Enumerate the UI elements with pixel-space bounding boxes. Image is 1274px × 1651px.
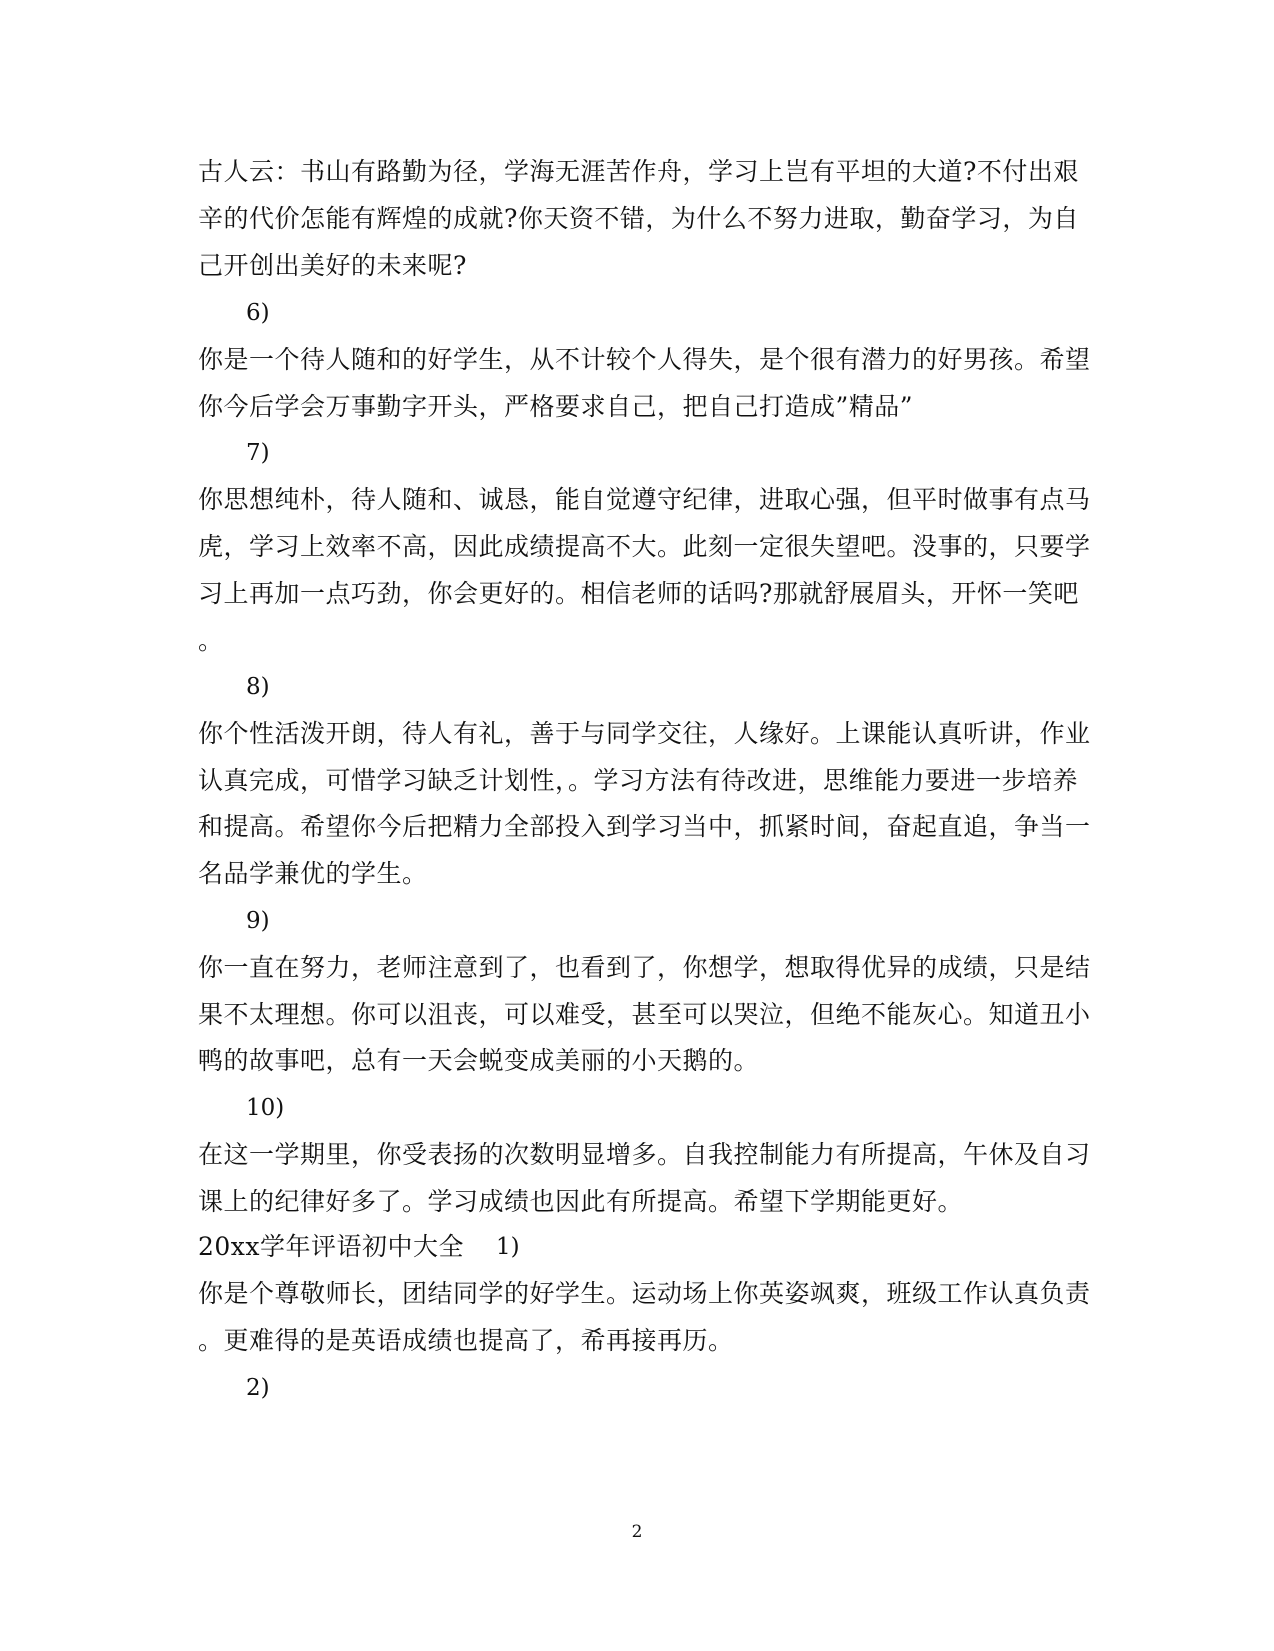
item-number: 8) bbox=[246, 674, 270, 700]
item-number: 2) bbox=[246, 1375, 270, 1401]
text-line: 和提高。希望你今后把精力全部投入到学习当中，抓紧时间，奋起直追，争当一 bbox=[198, 812, 1091, 841]
text-line: 名品学兼优的学生。 bbox=[198, 859, 428, 888]
item-number: 9) bbox=[246, 908, 270, 934]
item-number: 1) bbox=[496, 1234, 520, 1260]
item-number: 10) bbox=[246, 1095, 285, 1121]
text-line: 你是一个待人随和的好学生，从不计较个人得失，是个很有潜力的好男孩。希望 bbox=[198, 345, 1091, 374]
text-line: 你思想纯朴，待人随和、诚恳，能自觉遵守纪律，进取心强，但平时做事有点马 bbox=[198, 485, 1091, 514]
item-number: 6) bbox=[246, 300, 270, 326]
text-line: 在这一学期里，你受表扬的次数明显增多。自我控制能力有所提高，午休及自习 bbox=[198, 1140, 1091, 1169]
text-line: 虎，学习上效率不高，因此成绩提高不大。此刻一定很失望吧。没事的，只要学 bbox=[198, 532, 1091, 561]
text-line: 课上的纪律好多了。学习成绩也因此有所提高。希望下学期能更好。 bbox=[198, 1187, 964, 1216]
text-line: 。 bbox=[198, 626, 224, 655]
text-line: 辛的代价怎能有辉煌的成就?你天资不错，为什么不努力进取，勤奋学习，为自 bbox=[198, 204, 1079, 233]
text-line: 鸭的故事吧，总有一天会蜕变成美丽的小天鹅的。 bbox=[198, 1046, 760, 1075]
text-line: 你是个尊敬师长，团结同学的好学生。运动场上你英姿飒爽，班级工作认真负责 bbox=[198, 1279, 1091, 1308]
section-title: 20xx学年评语初中大全 bbox=[198, 1232, 465, 1261]
text-line: 。更难得的是英语成绩也提高了，希再接再历。 bbox=[198, 1326, 734, 1355]
page-number: 2 bbox=[631, 1522, 643, 1542]
text-line: 果不太理想。你可以沮丧，可以难受，甚至可以哭泣，但绝不能灰心。知道丑小 bbox=[198, 1000, 1091, 1029]
text-line: 己开创出美好的未来呢? bbox=[198, 251, 467, 280]
text-line: 习上再加一点巧劲，你会更好的。相信老师的话吗?那就舒展眉头，开怀一笑吧 bbox=[198, 579, 1079, 608]
text-line: 你个性活泼开朗，待人有礼，善于与同学交往，人缘好。上课能认真听讲，作业 bbox=[198, 719, 1091, 748]
item-number: 7) bbox=[246, 440, 270, 466]
text-line: 认真完成，可惜学习缺乏计划性，。学习方法有待改进，思维能力要进一步培养 bbox=[198, 766, 1079, 795]
text-line: 你今后学会万事勤字开头，严格要求自己，把自己打造成”精品” bbox=[198, 392, 914, 421]
text-line: 古人云：书山有路勤为径，学海无涯苦作舟，学习上岂有平坦的大道?不付出艰 bbox=[198, 157, 1079, 186]
text-line: 你一直在努力，老师注意到了，也看到了，你想学，想取得优异的成绩，只是结 bbox=[198, 953, 1091, 982]
